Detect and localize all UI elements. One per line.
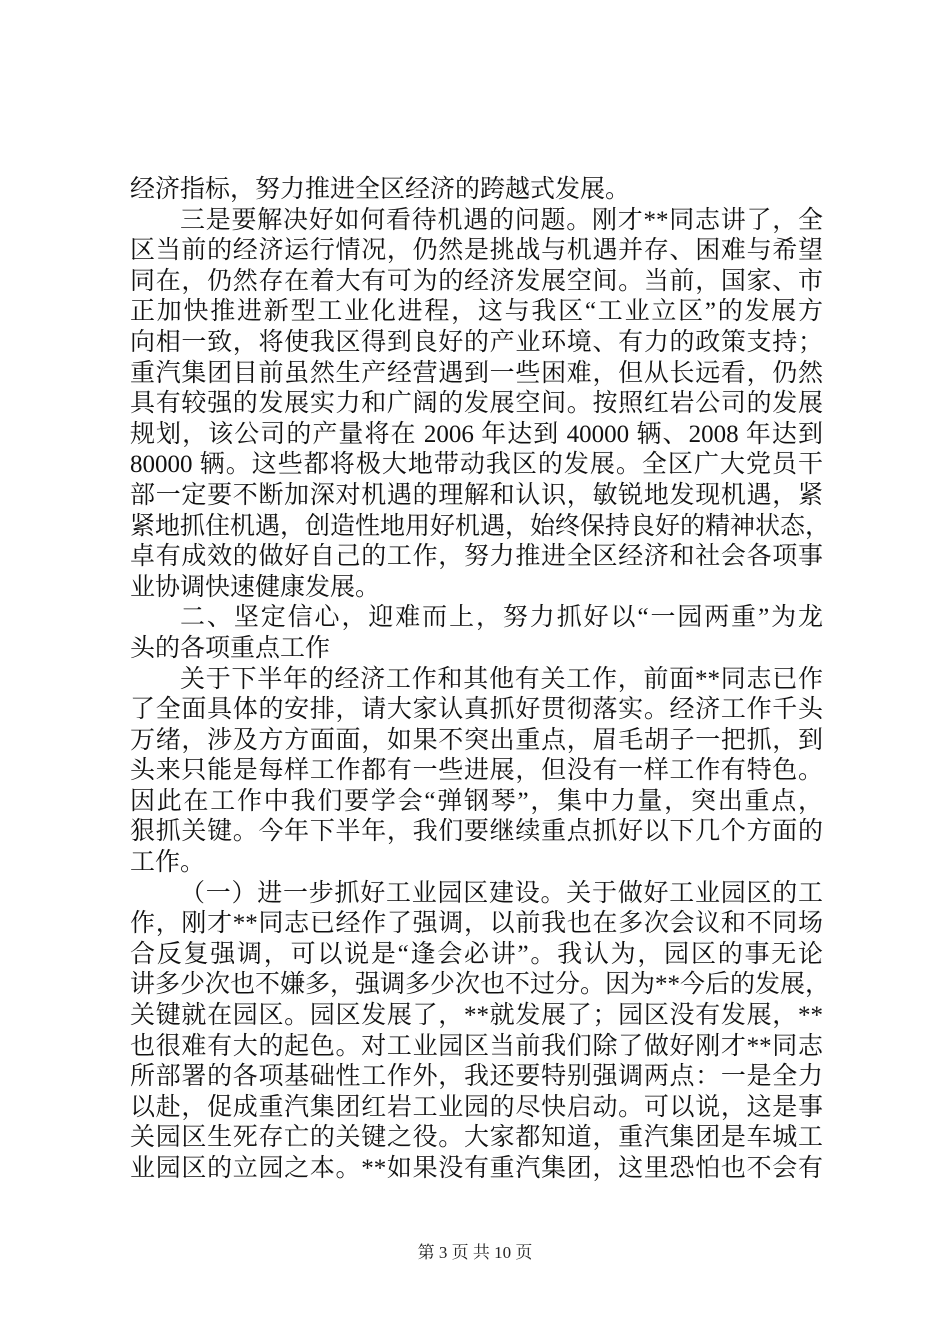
text-line: 紧地抓住机遇，创造性地用好机遇，始终保持良好的精神状态， <box>130 512 831 540</box>
text-line: 因此在工作中我们要学会“弹钢琴”，集中力量，突出重点， <box>130 787 823 815</box>
text-line: 三是要解决好如何看待机遇的问题。刚才**同志讲了，全 <box>180 206 823 234</box>
paragraph-opportunity <box>130 206 831 604</box>
text-line: 合反复强调，可以说是“逢会必讲”。我认为，园区的事无论 <box>130 940 823 968</box>
text-line: 讲多少次也不嫌多，强调多少次也不过分。因为**今后的发展， <box>130 971 831 999</box>
paragraph-continuation <box>130 175 823 206</box>
text-line: 部一定要不断加深对机遇的理解和认识，敏锐地发现机遇，紧 <box>130 481 823 509</box>
page-footer: 第 3 页 共 10 页 <box>417 1243 533 1262</box>
text-line: 万绪，涉及方方面面，如果不突出重点，眉毛胡子一把抓，到 <box>130 726 823 754</box>
text-line: 同在，仍然存在着大有可为的经济发展空间。当前，国家、市 <box>130 267 823 295</box>
text-line: 工作。 <box>130 849 206 877</box>
text-line: 关于下半年的经济工作和其他有关工作，前面**同志已作 <box>180 665 823 693</box>
text-line: 关键就在园区。园区发展了，**就发展了；园区没有发展，** <box>130 1002 823 1030</box>
text-line: 业协调快速健康发展。 <box>130 573 381 601</box>
text-line: 经济指标，努力推进全区经济的跨越式发展。 <box>130 176 631 203</box>
subsection-industrial-park <box>130 879 831 1185</box>
text-line: 作，刚才**同志已经作了强调，以前我也在多次会议和不同场 <box>130 910 823 938</box>
document-body <box>130 175 831 1185</box>
text-line: 二、坚定信心，迎难而上，努力抓好以“一园两重”为龙 <box>180 604 823 632</box>
text-line: 重汽集团目前虽然生产经营遇到一些困难，但从长远看，仍然 <box>130 359 823 387</box>
section-heading <box>130 603 823 664</box>
text-line: 所部署的各项基础性工作外，我还要特别强调两点：一是全力 <box>130 1063 823 1091</box>
text-line: 正加快推进新型工业化进程，这与我区“工业立区”的发展方 <box>130 298 823 326</box>
text-line: 头的各项重点工作 <box>130 634 331 662</box>
text-line: 卓有成效的做好自己的工作，努力推进全区经济和社会各项事 <box>130 543 823 571</box>
text-line: 80000 辆。这些都将极大地带动我区的发展。全区广大党员干 <box>130 451 823 479</box>
text-line: 区当前的经济运行情况，仍然是挑战与机遇并存、困难与希望 <box>130 237 823 265</box>
text-line: 业园区的立园之本。**如果没有重汽集团，这里恐怕也不会有 <box>130 1155 823 1182</box>
text-line: 狠抓关键。今年下半年，我们要继续重点抓好以下几个方面的 <box>130 818 823 846</box>
text-line: 关园区生死存亡的关键之役。大家都知道，重汽集团是车城工 <box>130 1124 823 1152</box>
text-line: 头来只能是每样工作都有一些进展，但没有一样工作有特色。 <box>130 757 823 785</box>
text-line: 也很难有大的起色。对工业园区当前我们除了做好刚才**同志 <box>130 1032 823 1060</box>
text-line: 了全面具体的安排，请大家认真抓好贯彻落实。经济工作千头 <box>130 696 823 724</box>
text-line: 规划，该公司的产量将在 2006 年达到 40000 辆、2008 年达到 <box>130 420 823 448</box>
text-line: 向相一致，将使我区得到良好的产业环境、有力的政策支持； <box>130 328 823 356</box>
text-line: 以赴，促成重汽集团红岩工业园的尽快启动。可以说，这是事 <box>130 1093 823 1121</box>
paragraph-work-arrangement <box>130 665 823 879</box>
text-line: 具有较强的发展实力和广阔的发展空间。按照红岩公司的发展 <box>130 390 823 418</box>
text-line: （一）进一步抓好工业园区建设。关于做好工业园区的工 <box>180 879 823 907</box>
